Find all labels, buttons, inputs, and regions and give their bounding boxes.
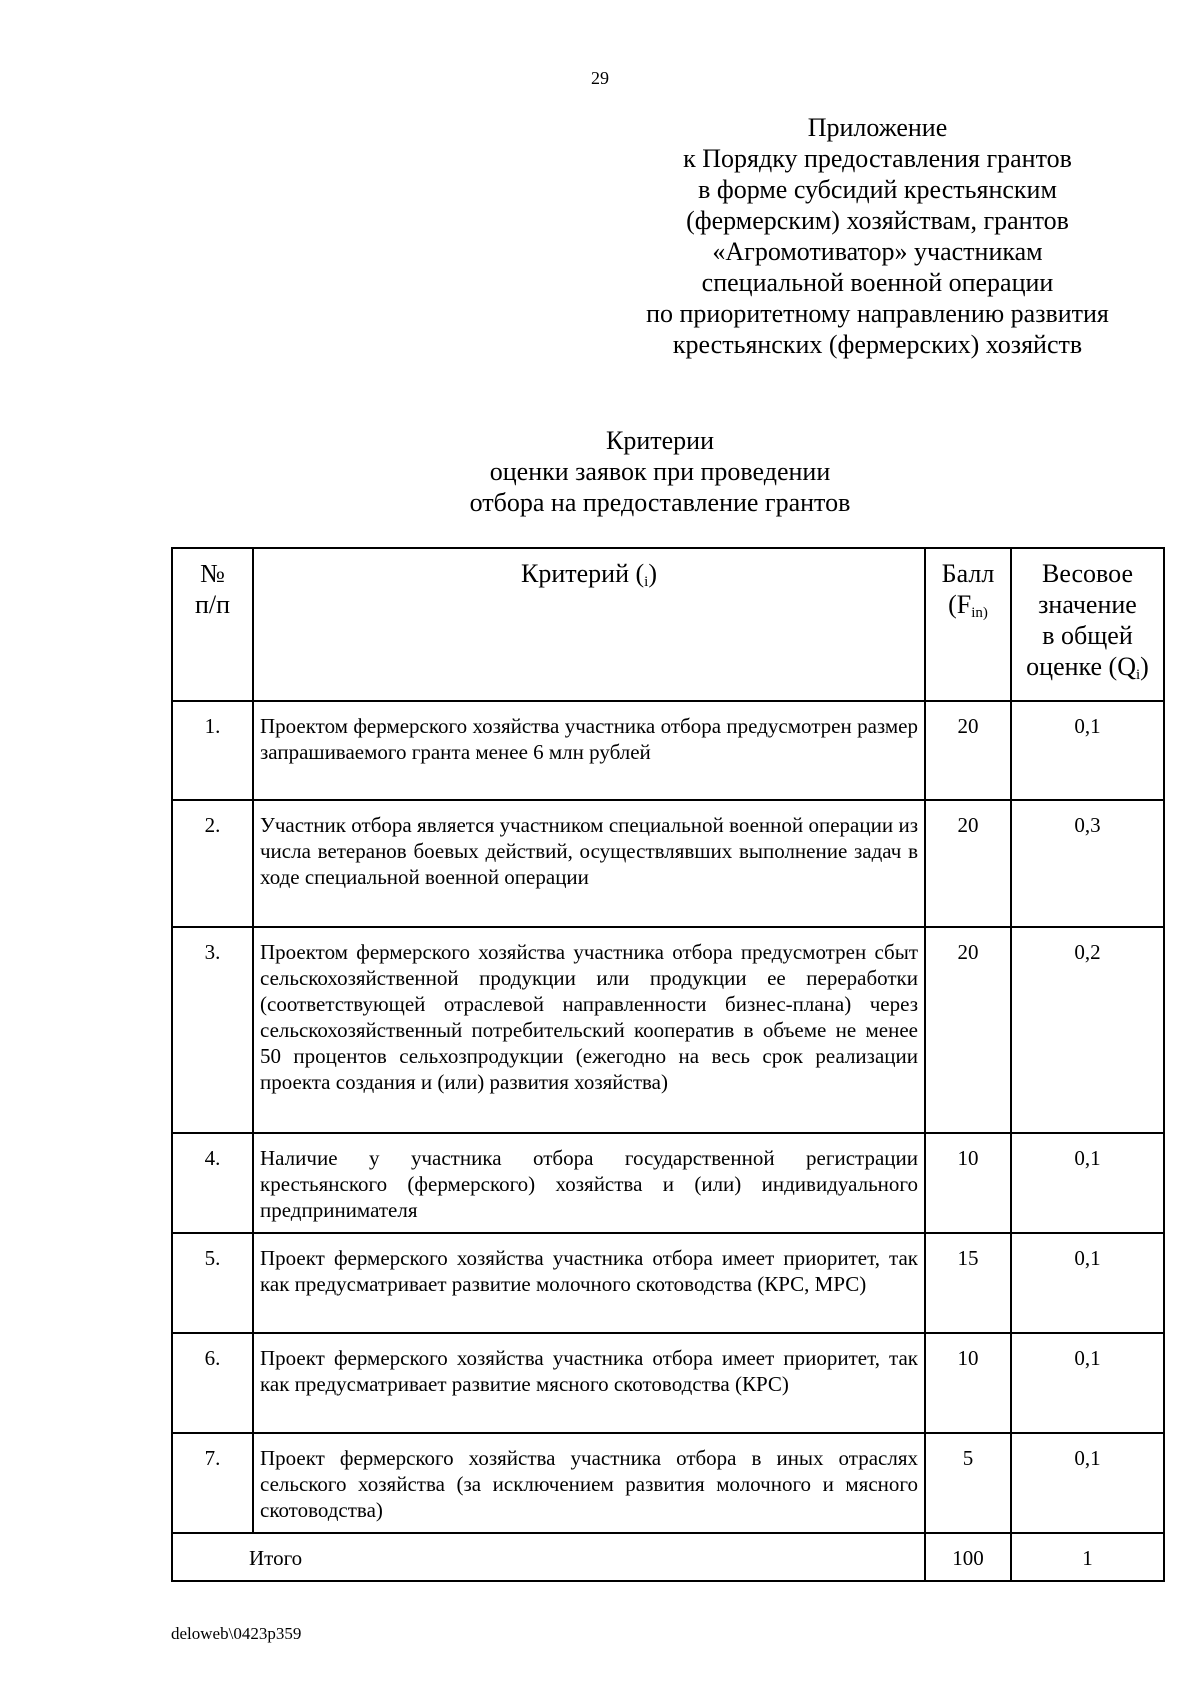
- row-criterion: Проектом фермерского хозяйства участника отбора предусмотрен сбыт сельскохозяйственной продукции или продукции ее переработки (соответствующей отраслевой направленности бизнес-плана) через сельскохозяйственный потребительский кооператив в объеме не менее 50 процентов сельхозпродукции (ежегодно на весь срок реализации проекта создания и (или) развития хозяйства): [253, 927, 925, 1133]
- row-weight: 0,1: [1011, 1333, 1164, 1433]
- row-weight: 0,1: [1011, 1233, 1164, 1333]
- row-criterion: Проект фермерского хозяйства участника отбора имеет приоритет, так как предусматривает развитие молочного скотоводства (КРС, МРС): [253, 1233, 925, 1333]
- total-label: Итого: [172, 1533, 925, 1581]
- page-number: 29: [591, 68, 609, 88]
- row-score: 20: [925, 701, 1011, 800]
- header-weight-line: значение: [1038, 590, 1137, 619]
- row-score: 20: [925, 927, 1011, 1133]
- header-weight-line: в общей: [1042, 621, 1133, 650]
- header-weight-subscript: i: [1135, 667, 1141, 683]
- header-weight: [1011, 548, 1164, 701]
- row-score: 20: [925, 800, 1011, 927]
- appendix-line: «Агромотиватор» участникам: [712, 237, 1043, 266]
- header-score-formula: [932, 589, 1004, 629]
- row-score: 10: [925, 1133, 1011, 1233]
- table-header-row: [172, 548, 1164, 701]
- row-number: 5.: [172, 1233, 253, 1333]
- total-weight: 1: [1011, 1533, 1164, 1581]
- row-criterion: Проектом фермерского хозяйства участника отбора предусмотрен размер запрашиваемого гранта менее 6 млн рублей: [253, 701, 925, 800]
- title-line: отбора на предоставление грантов: [469, 488, 851, 517]
- row-criterion: Участник отбора является участником специальной военной операции из числа ветеранов боевых действий, осуществлявших выполнение задач в ходе специальной военной операции: [253, 800, 925, 927]
- row-weight: 0,2: [1011, 927, 1164, 1133]
- criteria-table: [171, 547, 1165, 1582]
- title-line: Критерии: [606, 426, 714, 455]
- header-criterion-close: ): [648, 559, 657, 588]
- row-weight: 0,1: [1011, 1133, 1164, 1233]
- table-row: [172, 800, 1164, 927]
- header-criterion-text: Критерий (: [521, 559, 645, 588]
- table-row: [172, 1433, 1164, 1533]
- row-score: 5: [925, 1433, 1011, 1533]
- header-score-subscript: in): [971, 605, 988, 621]
- document-title: [390, 425, 930, 518]
- header-weight-close: ): [1140, 652, 1149, 681]
- appendix-line: специальной военной операции: [701, 268, 1054, 297]
- title-line: оценки заявок при проведении: [489, 457, 831, 486]
- appendix-line: крестьянских (фермерских) хозяйств: [672, 330, 1083, 359]
- header-criterion: [253, 548, 925, 701]
- header-weight-line: Весовое: [1041, 559, 1134, 588]
- row-criterion: Проект фермерского хозяйства участника отбора в иных отраслях сельского хозяйства (за исключением развития молочного и мясного скотоводства): [253, 1433, 925, 1533]
- header-num-line: №: [200, 559, 225, 588]
- appendix-line: в форме субсидий крестьянским: [698, 175, 1057, 204]
- header-criterion-subscript: i: [644, 574, 649, 590]
- appendix-line: Приложение: [807, 113, 948, 142]
- row-criterion: Проект фермерского хозяйства участника отбора имеет приоритет, так как предусматривает развитие мясного скотоводства (КРС): [253, 1333, 925, 1433]
- row-number: 1.: [172, 701, 253, 800]
- row-number: 2.: [172, 800, 253, 927]
- document-footer-code: deloweb\0423p359: [171, 1624, 302, 1643]
- row-weight: 0,3: [1011, 800, 1164, 927]
- table-row: [172, 1233, 1164, 1333]
- total-score: 100: [925, 1533, 1011, 1581]
- table-row: [172, 927, 1164, 1133]
- row-weight: 0,1: [1011, 1433, 1164, 1533]
- row-criterion: Наличие у участника отбора государственной регистрации крестьянского (фермерского) хозяйства и (или) индивидуального предпринимателя: [253, 1133, 925, 1233]
- row-number: 4.: [172, 1133, 253, 1233]
- header-score-symbol: (F: [948, 590, 972, 619]
- header-weight-formula: [1018, 651, 1157, 691]
- appendix-line: (фермерским) хозяйствам, грантов: [686, 206, 1069, 235]
- table-row: [172, 1333, 1164, 1433]
- header-score-line: Балл: [941, 559, 995, 588]
- appendix-line: по приоритетному направлению развития: [646, 299, 1109, 328]
- row-number: 6.: [172, 1333, 253, 1433]
- table-row: [172, 701, 1164, 800]
- header-score: [925, 548, 1011, 701]
- appendix-line: к Порядку предоставления грантов: [683, 144, 1072, 173]
- table-total-row: [172, 1533, 1164, 1581]
- row-number: 7.: [172, 1433, 253, 1533]
- table-row: [172, 1133, 1164, 1233]
- header-num-line: п/п: [194, 590, 231, 619]
- header-weight-symbol: оценке (Q: [1026, 652, 1136, 681]
- header-num: [172, 548, 253, 701]
- row-number: 3.: [172, 927, 253, 1133]
- row-score: 15: [925, 1233, 1011, 1333]
- row-weight: 0,1: [1011, 701, 1164, 800]
- appendix-heading: [605, 112, 1150, 360]
- row-score: 10: [925, 1333, 1011, 1433]
